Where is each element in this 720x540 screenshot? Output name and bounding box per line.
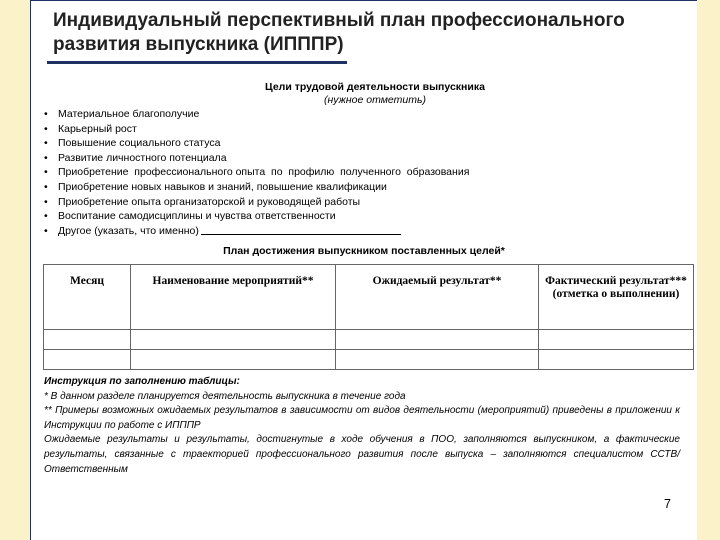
table-cell[interactable] (131, 350, 336, 370)
left-decor-bar (0, 0, 30, 540)
goal-item (44, 209, 469, 224)
other-goal-fill-line[interactable] (201, 224, 401, 235)
goal-item (44, 151, 469, 166)
bullet-icon: • (44, 210, 48, 223)
table-cell[interactable] (539, 330, 694, 350)
table-cell[interactable] (131, 330, 336, 350)
instructions-line: ** Примеры возможных ожидаемых результатов в зависимости от видов деятельности (мероприятий) приведены в приложении к Инструкции по работе с ИПППР (44, 405, 680, 431)
bullet-icon: • (44, 224, 48, 237)
goals-subheading: (нужное отметить) (324, 94, 426, 106)
title-underline (47, 61, 347, 64)
goal-label: Другое (указать, что именно) (58, 224, 199, 237)
column-header-activities: Наименование мероприятий** (131, 265, 336, 330)
top-rule (31, 0, 697, 1)
page-number: 7 (664, 497, 671, 511)
goal-item (44, 136, 469, 151)
table-cell[interactable] (336, 350, 539, 370)
bullet-icon: • (44, 195, 48, 208)
goal-label: Повышение социального статуса (58, 137, 221, 150)
bullet-icon: • (44, 137, 48, 150)
table-cell[interactable] (336, 330, 539, 350)
bullet-icon: • (44, 151, 48, 164)
plan-heading: План достижения выпускником поставленных целей* (223, 245, 505, 257)
goal-item (44, 165, 469, 180)
goal-label: Развитие личностного потенциала (58, 151, 227, 164)
goal-label: Приобретение опыта организаторской и руководящей работы (58, 195, 361, 208)
table-row (44, 350, 694, 370)
goal-label: Приобретение профессионального опыта по профилю полученного образования (58, 166, 470, 179)
plan-table (43, 264, 694, 370)
right-decor-bar (697, 0, 720, 540)
instructions-block (44, 375, 680, 477)
instructions-line: Ожидаемые результаты и результаты, достигнутые в ходе обучения в ПОО, заполняются выпускником, а фактические результаты, связанные с траекторией профессионального развития после выпуска – заполняются специалистом ССТВ/Ответственным (44, 434, 680, 475)
goal-label: Приобретение новых навыков и знаний, повышение квалификации (58, 180, 387, 193)
instructions-line: * В данном разделе планируется деятельность выпускника в течение года (44, 390, 406, 402)
goals-heading: Цели трудовой деятельности выпускника (265, 81, 485, 93)
bullet-icon: • (44, 166, 48, 179)
bullet-icon: • (44, 122, 48, 135)
bullet-icon: • (44, 108, 48, 120)
instructions-heading: Инструкция по заполнению таблицы: (44, 376, 240, 387)
goal-label: Материальное благополучие (58, 108, 200, 120)
left-accent-line (30, 0, 31, 540)
column-header-month: Месяц (44, 265, 131, 330)
table-header-row (44, 265, 694, 330)
goal-item (44, 195, 469, 210)
table-cell[interactable] (539, 350, 694, 370)
goal-label: Карьерный рост (58, 122, 137, 135)
table-cell[interactable] (44, 350, 131, 370)
goal-item (44, 180, 469, 195)
bullet-icon: • (44, 180, 48, 193)
column-header-actual-result: Фактический результат*** (отметка о выполнении) (539, 265, 694, 330)
goal-item (44, 122, 469, 137)
table-cell[interactable] (44, 330, 131, 350)
column-header-expected-result: Ожидаемый результат** (336, 265, 539, 330)
goal-item (44, 107, 469, 122)
table-row (44, 330, 694, 350)
goal-label: Воспитание самодисциплины и чувства ответственности (58, 210, 336, 223)
goal-item (44, 224, 469, 239)
page-title: Индивидуальный перспективный план профессионального развития выпускника (ИПППР) (53, 10, 625, 55)
goals-list (44, 107, 469, 238)
